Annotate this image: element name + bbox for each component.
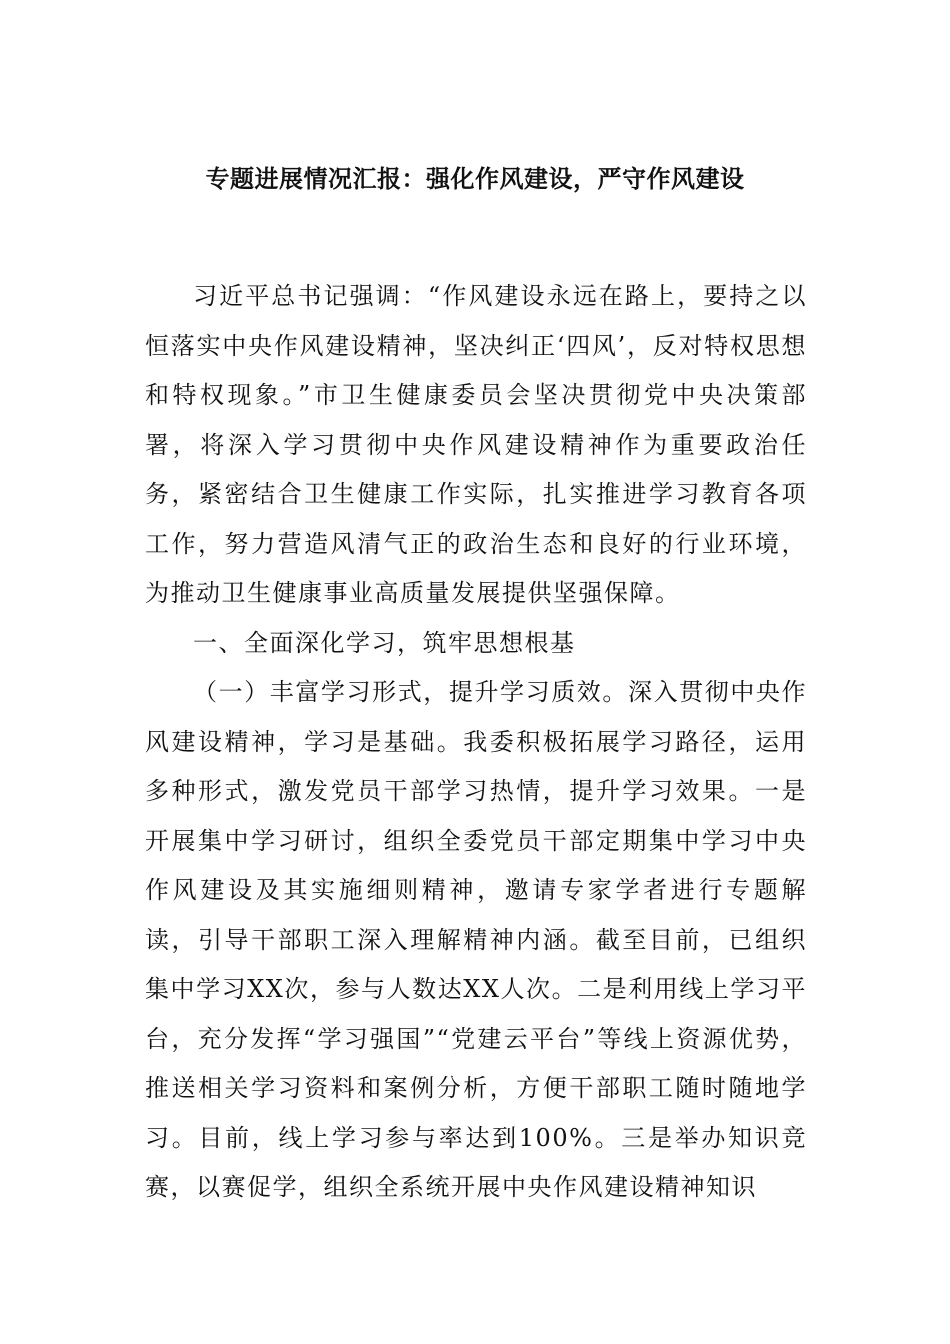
subsection-paragraph: （一）丰富学习形式，提升学习质效。深入贯彻中央作风建设精神，学习是基础。我委积极拓展学习路径，运用多种形式，激发党员干部学习热情，提升学习效果。一是开展集中学习研讨，组织全委党员干部定期集中学习中央作风建设及其实施细则精神，邀请专家学者进行专题解读，引导干部职工深入理解精神内涵。截至目前，已组织集中学习XX次，参与人数达XX人次。二是利用线上学习平台，充分发挥“学习强国”“党建云平台”等线上资源优势，推送相关学习资料和案例分析，方便干部职工随时随地学习。目前，线上学习参与率达到100%。三是举办知识竞赛，以赛促学，组织全系统开展中央作风建设精神知识 — [145, 678, 807, 1201]
intro-paragraph: 习近平总书记强调：“作风建设永远在路上，要持之以恒落实中央作风建设精神，坚决纠正‘四风’，反对特权思想和特权现象。”市卫生健康委员会坚决贯彻党中央决策部署，将深入学习贯彻中央作风建设精神作为重要政治任务，紧密结合卫生健康工作实际，扎实推进学习教育各项工作，努力营造风清气正的政治生态和良好的行业环境，为推动卫生健康事业高质量发展提供坚强保障。 — [145, 282, 807, 607]
document-title: 专题进展情况汇报：强化作风建设，严守作风建设 — [205, 164, 745, 193]
document-body — [145, 272, 807, 1213]
section-heading: 一、全面深化学习，筑牢思想根基 — [193, 628, 576, 657]
